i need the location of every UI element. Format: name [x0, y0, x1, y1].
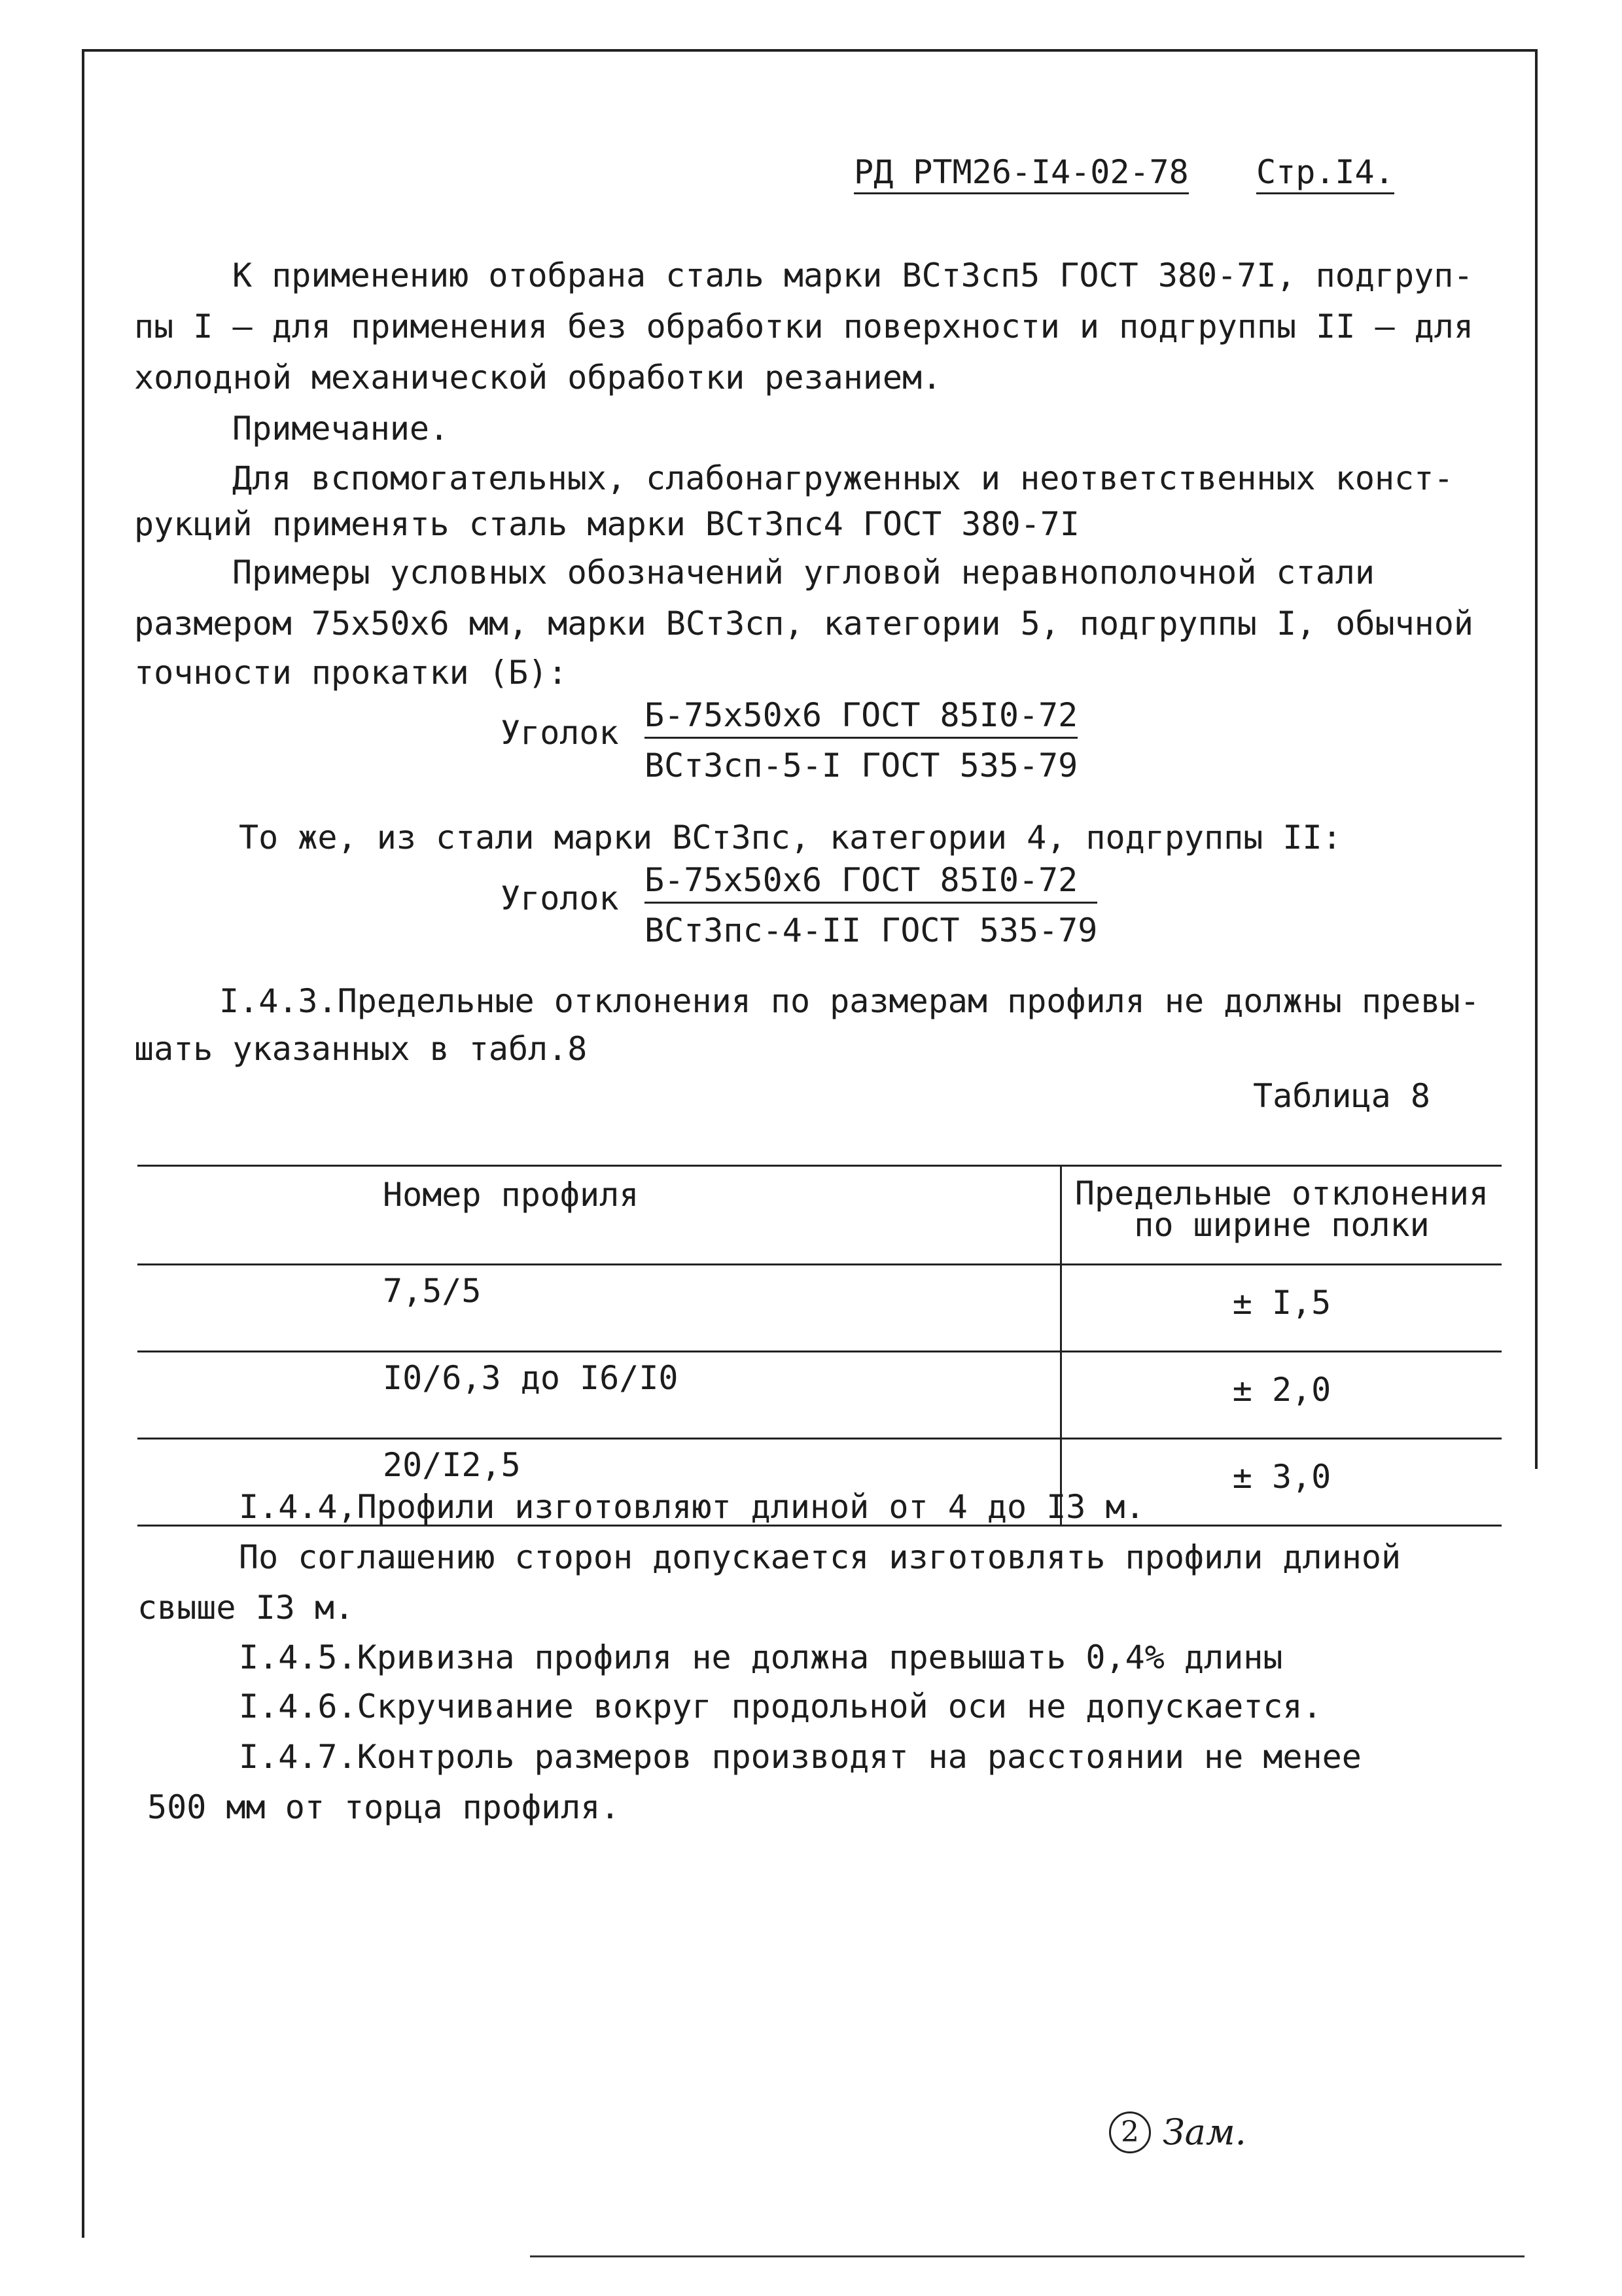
text-line: размером 75х50х6 мм, марки ВСт3сп, категории 5, подгруппы I, обычной — [134, 605, 1473, 643]
cell-profile: 7,5/5 — [137, 1265, 1061, 1352]
page-frame-left — [82, 49, 84, 2238]
designation-fraction — [644, 861, 1098, 949]
table-header-row — [137, 1166, 1502, 1265]
cell-profile: I0/6,3 до I6/I0 — [137, 1352, 1061, 1439]
table-row — [137, 1265, 1502, 1352]
table-caption: Таблица 8 — [1253, 1077, 1430, 1115]
designation-fraction — [644, 696, 1078, 785]
cell-deviation: ± I,5 — [1061, 1265, 1502, 1352]
text-line: 500 мм от торца профиля. — [147, 1788, 620, 1826]
text-line: То же, из стали марки ВСт3пс, категории 4, подгруппы II: — [239, 819, 1342, 857]
revision-mark: Зам. — [1163, 2111, 1246, 2153]
text-line: I.4.3.Предельные отклонения по размерам профиля не должны превы- — [219, 982, 1480, 1020]
text-line: Для вспомогательных, слабонагруженных и неответственных конст- — [232, 459, 1454, 497]
text-line: свыше I3 м. — [137, 1589, 355, 1627]
revision-stamp — [1109, 2111, 1246, 2153]
text-line: точности прокатки (Б): — [134, 654, 568, 692]
designation-numerator: Б-75х50х6 ГОСТ 85I0-72 — [644, 699, 1078, 739]
text-line: I.4.7.Контроль размеров производят на расстоянии не менее — [239, 1738, 1362, 1776]
designation-label: Уголок — [501, 879, 619, 917]
page-frame-top — [82, 49, 1538, 52]
text-line: К применению отобрана сталь марки ВСт3сп5 ГОСТ 380-7I, подгруп- — [232, 256, 1473, 294]
table-row — [137, 1352, 1502, 1439]
text-line: I.4.6.Скручивание вокруг продольной оси не допускается. — [239, 1687, 1322, 1725]
text-line: По соглашению сторон допускается изготовлять профили длиной — [239, 1538, 1402, 1576]
text-line: I.4.4,Профили изготовляют длиной от 4 до I3 м. — [239, 1488, 1145, 1526]
note-title: Примечание. — [232, 410, 450, 448]
cell-deviation: ± 2,0 — [1061, 1352, 1502, 1439]
revision-number: 2 — [1109, 2111, 1151, 2153]
cell-deviation: ± 3,0 — [1061, 1439, 1502, 1526]
text-line: пы I – для применения без обработки поверхности и подгруппы II – для — [134, 308, 1473, 345]
designation-denominator: ВСт3пс-4-II ГОСТ 535-79 — [644, 911, 1098, 949]
header-profile-number: Номер профиля — [137, 1166, 1061, 1265]
designation-numerator: Б-75х50х6 ГОСТ 85I0-72 — [644, 864, 1097, 904]
text-line: рукций применять сталь марки ВСт3пс4 ГОСТ 380-7I — [134, 505, 1080, 543]
doc-code: РД РТМ26-I4-02-78 — [854, 156, 1189, 194]
designation-label: Уголок — [501, 714, 619, 752]
cell-profile: 20/I2,5 — [137, 1439, 1061, 1526]
page-frame-right — [1535, 49, 1538, 1469]
bottom-rule — [530, 2255, 1525, 2257]
designation-denominator: ВСт3сп-5-I ГОСТ 535-79 — [644, 747, 1078, 785]
table-8 — [137, 1165, 1502, 1527]
header-deviation: Предельные отклонения по ширине полки — [1061, 1166, 1502, 1265]
text-line: I.4.5.Кривизна профиля не должна превышать 0,4% длины — [239, 1638, 1283, 1676]
text-line: шать указанных в табл.8 — [134, 1030, 588, 1068]
text-line: Примеры условных обозначений угловой неравнополочной стали — [232, 554, 1375, 592]
text-line: холодной механической обработки резанием. — [134, 359, 942, 397]
page-number: Стр.I4. — [1256, 156, 1394, 194]
